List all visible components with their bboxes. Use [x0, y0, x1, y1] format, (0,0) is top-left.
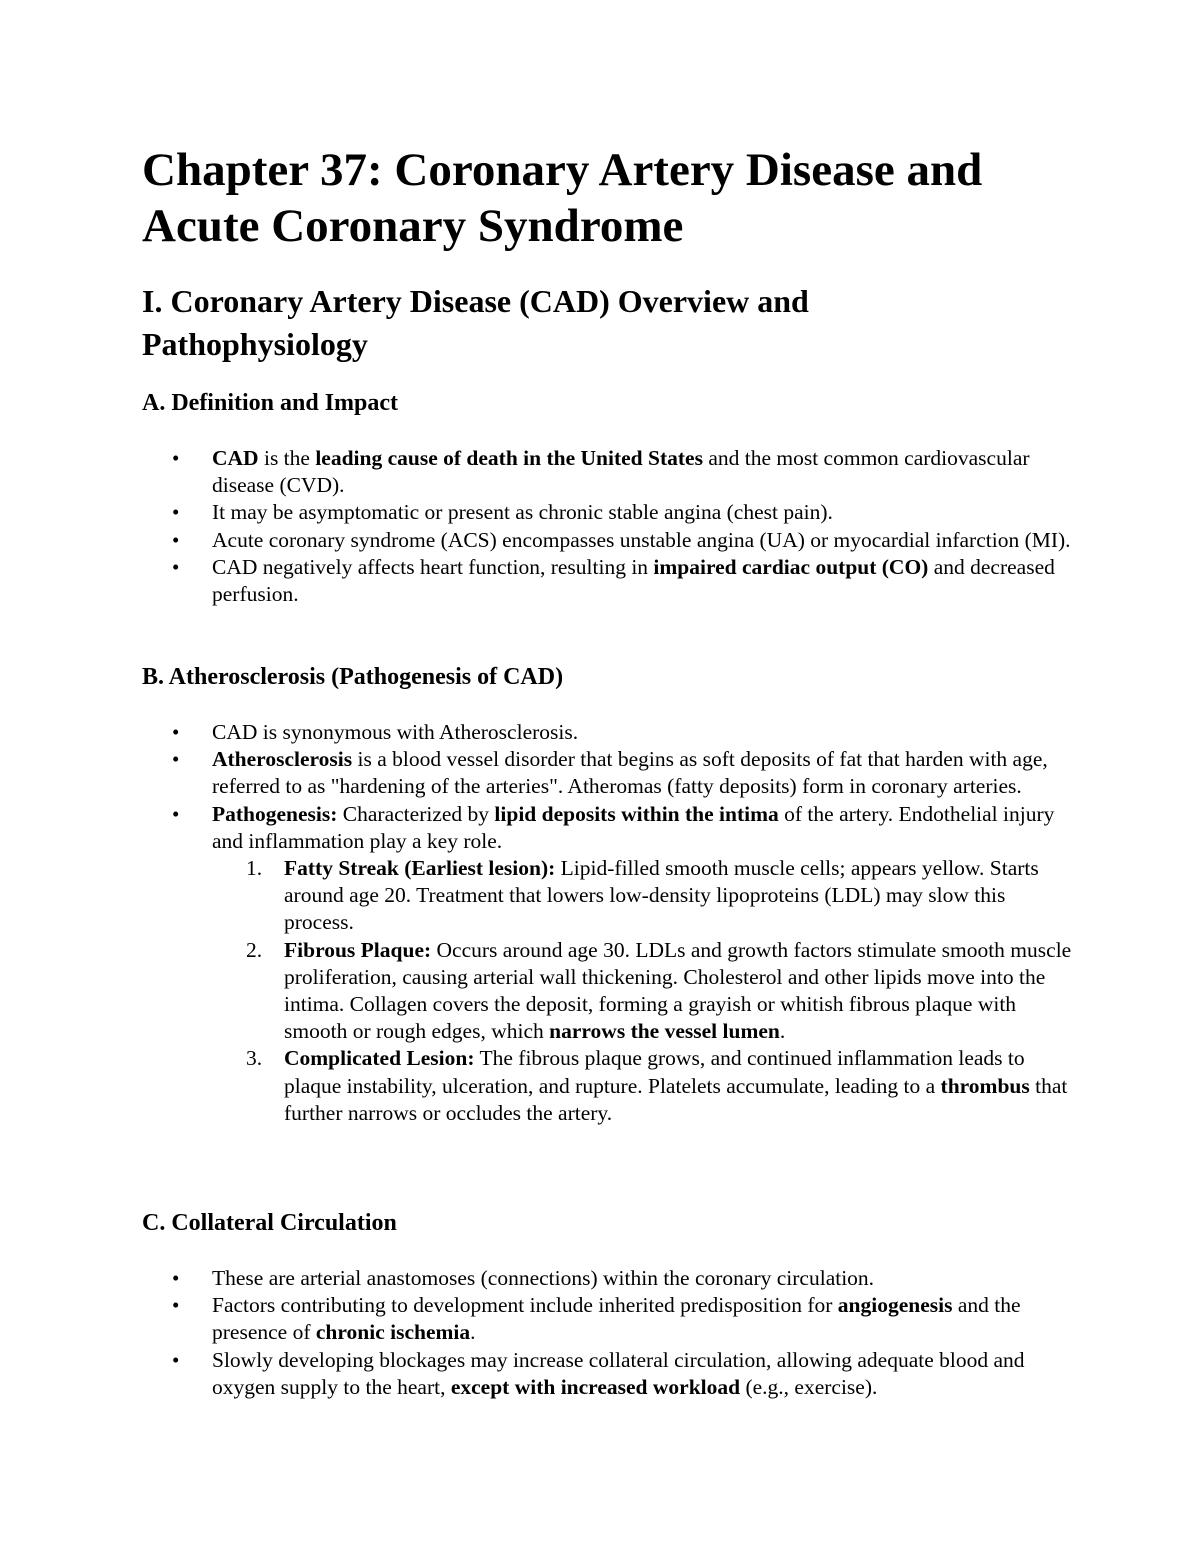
- list-item: • It may be asymptomatic or present as chronic stable angina (chest pain).: [142, 499, 1072, 526]
- list-item: • Factors contributing to development include inherited predisposition for angiogenesis and the presence of chronic ischemia.: [142, 1292, 1072, 1346]
- list-item: • CAD negatively affects heart function, resulting in impaired cardiac output (CO) and decreased perfusion.: [142, 554, 1072, 608]
- list-item: • Acute coronary syndrome (ACS) encompasses unstable angina (UA) or myocardial infarction (MI).: [142, 527, 1072, 554]
- numbered-item: 1. Fatty Streak (Earliest lesion): Lipid-filled smooth muscle cells; appears yellow. Starts around age 20. Treatment that lowers low-density lipoproteins (LDL) may slow this process.: [246, 856, 1039, 935]
- list-item: • CAD is synonymous with Atherosclerosis.: [142, 719, 1072, 746]
- list-item: • Slowly developing blockages may increase collateral circulation, allowing adequate blood and oxygen supply to the heart, except with increased workload (e.g., exercise).: [142, 1347, 1072, 1401]
- subsection-heading-a: A. Definition and Impact: [142, 390, 399, 416]
- subsection-heading-b: B. Atherosclerosis (Pathogenesis of CAD): [142, 664, 564, 690]
- atherosclerosis-list: [142, 719, 1072, 1127]
- lesion-stages-list: [212, 855, 1072, 1127]
- section-heading: I. Coronary Artery Disease (CAD) Overview and Pathophysiology: [142, 283, 809, 362]
- list-item: • These are arterial anastomoses (connections) within the coronary circulation.: [142, 1265, 1072, 1292]
- chapter-title: Chapter 37: Coronary Artery Disease and Acute Coronary Syndrome: [142, 144, 983, 252]
- list-item: • Pathogenesis: Characterized by lipid deposits within the intima of the artery. Endothelial injury and inflammation play a key role. 1. Fatty Streak (Earliest lesion): Lipid-filled smooth muscle cells; appears yellow. Starts around age 20. Treatment that lowers low-density lipoproteins (LDL) may slow this process. 2. Fibrous Plaque: Occurs around age 30. LDLs and growth factors stimulate smooth muscle proliferation, causing arterial wall thickening. Cholesterol and other lipids move into the intima. Collagen covers the deposit, forming a grayish or whitish fibrous plaque with smooth or rough edges, which narrows the vessel lumen. 3. Complicated Lesion: The fibrous plaque grows, and continued inflammation leads to plaque instability, ulceration, and rupture. Platelets accumulate, leading to a thrombus that further narrows or occludes the artery.: [142, 801, 1072, 1127]
- subsection-heading-c: C. Collateral Circulation: [142, 1210, 397, 1236]
- numbered-item: 2. Fibrous Plaque: Occurs around age 30. LDLs and growth factors stimulate smooth muscle proliferation, causing arterial wall thickening. Cholesterol and other lipids move into the intima. Collagen covers the deposit, forming a grayish or whitish fibrous plaque with smooth or rough edges, which narrows the vessel lumen.: [246, 937, 1072, 1044]
- definition-list: [142, 445, 1072, 608]
- list-item: • Atherosclerosis is a blood vessel disorder that begins as soft deposits of fat that harden with age, referred to as "hardening of the arteries". Atheromas (fatty deposits) form in coronary arteries.: [142, 746, 1072, 800]
- list-item: • CAD is the leading cause of death in the United States and the most common cardiovascular disease (CVD).: [142, 445, 1072, 499]
- collateral-list: [142, 1265, 1072, 1401]
- numbered-item: 3. Complicated Lesion: The fibrous plaque grows, and continued inflammation leads to plaque instability, ulceration, and rupture. Platelets accumulate, leading to a thrombus that further narrows or occludes the artery.: [246, 1046, 1068, 1125]
